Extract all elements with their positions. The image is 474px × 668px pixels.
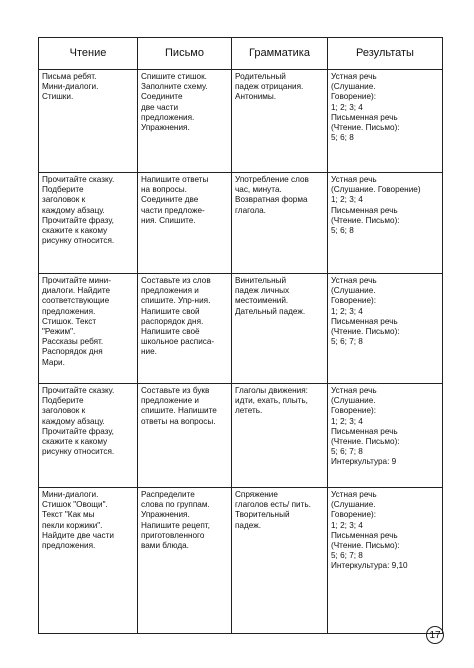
- results-cell: Устная речь (Слушание. Говорение): 1; 2; 3; 4 Письменная речь (Чтение. Письмо): 5; 6; 8: [328, 70, 443, 173]
- reading-cell: Мини-диалоги. Стишок "Овощи". Текст "Как мы пекли коржики". Найдите две части предложения.: [39, 488, 138, 634]
- reading-cell: Прочитайте сказку. Подберите заголовок к каждому абзацу. Прочитайте фразу, скажите к какому рисунку относится.: [39, 173, 138, 274]
- table-row: [39, 70, 443, 173]
- header-row: [39, 38, 443, 70]
- table-row: [39, 274, 443, 384]
- header-results: Результаты: [328, 38, 443, 70]
- reading-cell: Прочитайте мини- диалоги. Найдите соответствующие предложения. Стишок. Текст "Режим". Рассказы ребят. Распорядок дня Мари.: [39, 274, 138, 384]
- writing-cell: Составьте из слов предложения и спишите. Упр-ния. Напишите свой распорядок дня. Напишите своё школьное расписа- ние.: [138, 274, 232, 384]
- results-cell: Устная речь (Слушание. Говорение): 1; 2; 3; 4 Письменная речь (Чтение. Письмо): 5; 6; 7; 8 Интеркультура: 9,10: [328, 488, 443, 634]
- writing-cell: Спишите стишок. Заполните схему. Соедините две части предложения. Упражнения.: [138, 70, 232, 173]
- table-row: [39, 488, 443, 634]
- header-reading: Чтение: [39, 38, 138, 70]
- curriculum-table: [38, 37, 443, 634]
- reading-cell: Прочитайте сказку. Подберите заголовок к каждому абзацу. Прочитайте фразу, скажите к какому рисунку относится.: [39, 384, 138, 488]
- writing-cell: Напишите ответы на вопросы. Соедините две части предложе- ния. Спишите.: [138, 173, 232, 274]
- reading-cell: Письма ребят. Мини-диалоги. Стишки.: [39, 70, 138, 173]
- writing-cell: Составьте из букв предложение и спишите. Напишите ответы на вопросы.: [138, 384, 232, 488]
- header-grammar: Грамматика: [232, 38, 328, 70]
- page-number: 17: [426, 626, 444, 644]
- results-cell: Устная речь (Слушание. Говорение): 1; 2; 3; 4 Письменная речь (Чтение. Письмо): 5; 6; 7; 8 Интеркультура: 9: [328, 384, 443, 488]
- grammar-cell: Спряжение глаголов есть/ пить. Творительный падеж.: [232, 488, 328, 634]
- table-row: [39, 384, 443, 488]
- grammar-cell: Родительный падеж отрицания. Антонимы.: [232, 70, 328, 173]
- grammar-cell: Употребление слов час, минута. Возвратная форма глагола.: [232, 173, 328, 274]
- writing-cell: Распределите слова по группам. Упражнения. Напишите рецепт, приготовленного вами блюда.: [138, 488, 232, 634]
- header-writing: Письмо: [138, 38, 232, 70]
- results-cell: Устная речь (Слушание. Говорение) 1; 2; 3; 4 Письменная речь (Чтение. Письмо): 5; 6; 8: [328, 173, 443, 274]
- table-row: [39, 173, 443, 274]
- grammar-cell: Глаголы движения: идти, ехать, плыть, лететь.: [232, 384, 328, 488]
- grammar-cell: Винительный падеж личных местоимений. Дательный падеж.: [232, 274, 328, 384]
- results-cell: Устная речь (Слушание. Говорение): 1; 2; 3; 4 Письменная речь (Чтение. Письмо): 5; 6; 7; 8: [328, 274, 443, 384]
